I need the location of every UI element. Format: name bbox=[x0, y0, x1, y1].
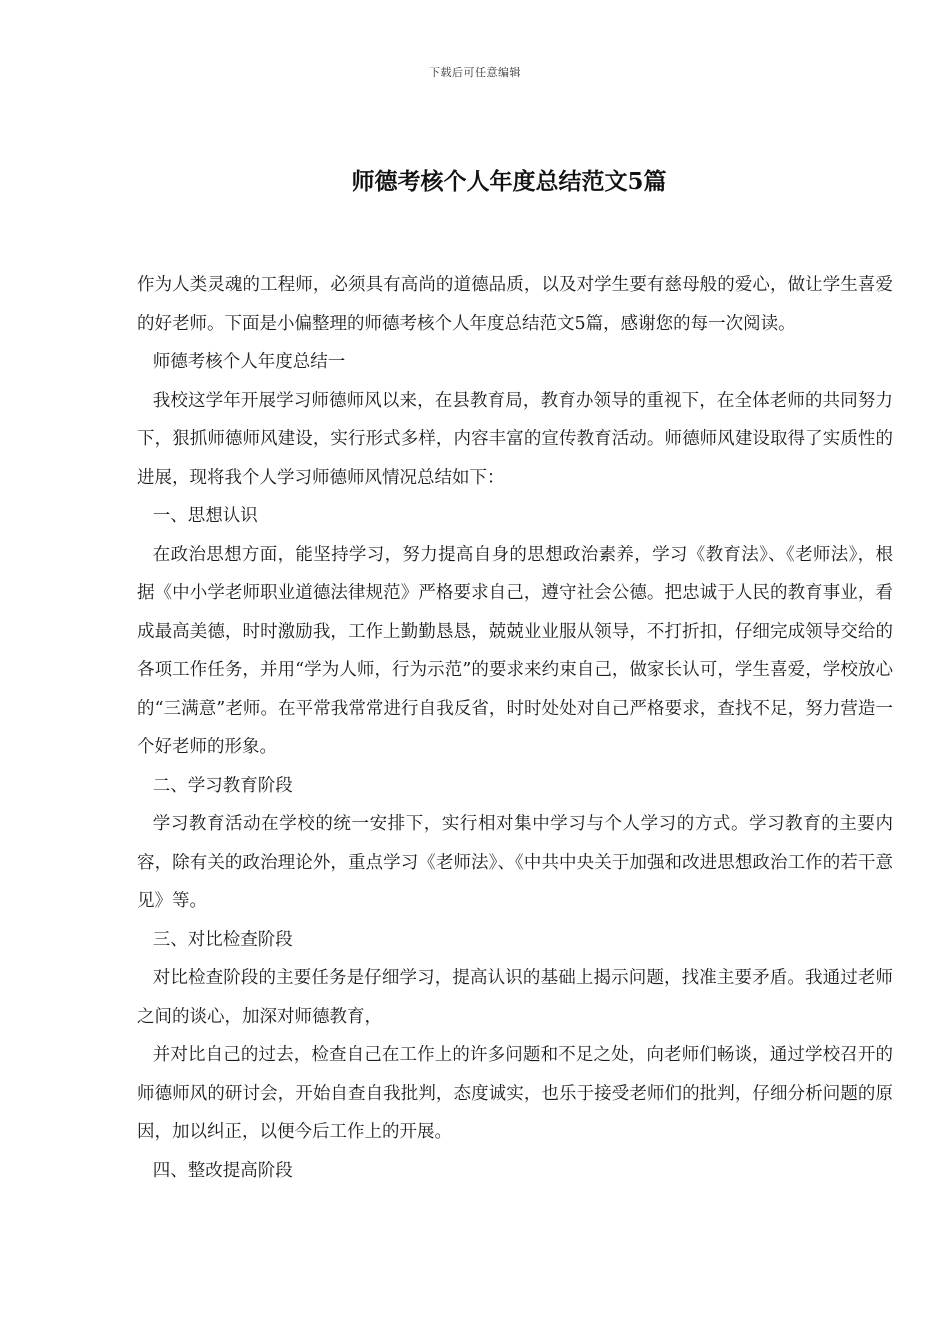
section-heading-study: 二、学习教育阶段 bbox=[152, 775, 293, 796]
section-heading-summary-one: 师德考核个人年度总结一 bbox=[152, 352, 346, 372]
body-paragraph: 学习教育活动在学校的统一安排下，实行相对集中学习与个人学习的方式。学习教育的主要内容，除有关的政治理论外，重点学习《老师法》、《中共中央关于加强和改进思想政治工作的若干意见》等。 bbox=[137, 814, 893, 911]
header-note: 下载后可任意编辑 bbox=[429, 66, 521, 79]
body-paragraph: 在政治思想方面，能坚持学习，努力提高自身的思想政治素养，学习《教育法》、《老师法》，根据《中小学老师职业道德法律规范》严格要求自己，遵守社会公德。把忠诚于人民的教育事业，看成最高美德，时时激励我，工作上勤勤恳恳，兢兢业业服从领导，不打折扣，仔细完成领导交给的各项工作任务，并用“学为人师，行为示范”的要求来约束自己，做家长认可，学生喜爱，学校放心的“三满意”老师。在平常我常常进行自我反省，时时处处对自己严格要求，查找不足，努力营造一个好老师的形象。 bbox=[137, 544, 893, 757]
section-heading-rectification: 四、整改提高阶段 bbox=[152, 1160, 293, 1181]
document-title: 师德考核个人年度总结范文5篇 bbox=[351, 168, 667, 195]
body-paragraph: 对比检查阶段的主要任务是仔细学习，提高认识的基础上揭示问题，找准主要矛盾。我通过老师之间的谈心，加深对师德教育， bbox=[137, 968, 893, 1027]
intro-paragraph: 作为人类灵魂的工程师，必须具有高尚的道德品质，以及对学生要有慈母般的爱心，做让学生喜爱的好老师。下面是小偏整理的师德考核个人年度总结范文5篇，感谢您的每一次阅读。 bbox=[137, 275, 893, 334]
section-heading-thought: 一、思想认识 bbox=[152, 506, 258, 526]
section-heading-comparison: 三、对比检查阶段 bbox=[152, 929, 293, 950]
body-paragraph: 并对比自己的过去，检查自己在工作上的许多问题和不足之处，向老师们畅谈，通过学校召开的师德师风的研讨会，开始自查自我批判，态度诚实，也乐于接受老师们的批判，仔细分析问题的原因，加以纠正，以便今后工作上的开展。 bbox=[137, 1045, 893, 1142]
document-body bbox=[137, 266, 893, 1190]
body-paragraph: 我校这学年开展学习师德师风以来，在县教育局，教育办领导的重视下，在全体老师的共同努力下，狠抓师德师风建设，实行形式多样，内容丰富的宣传教育活动。师德师风建设取得了实质性的进展，现将我个人学习师德师风情况总结如下： bbox=[137, 390, 893, 488]
